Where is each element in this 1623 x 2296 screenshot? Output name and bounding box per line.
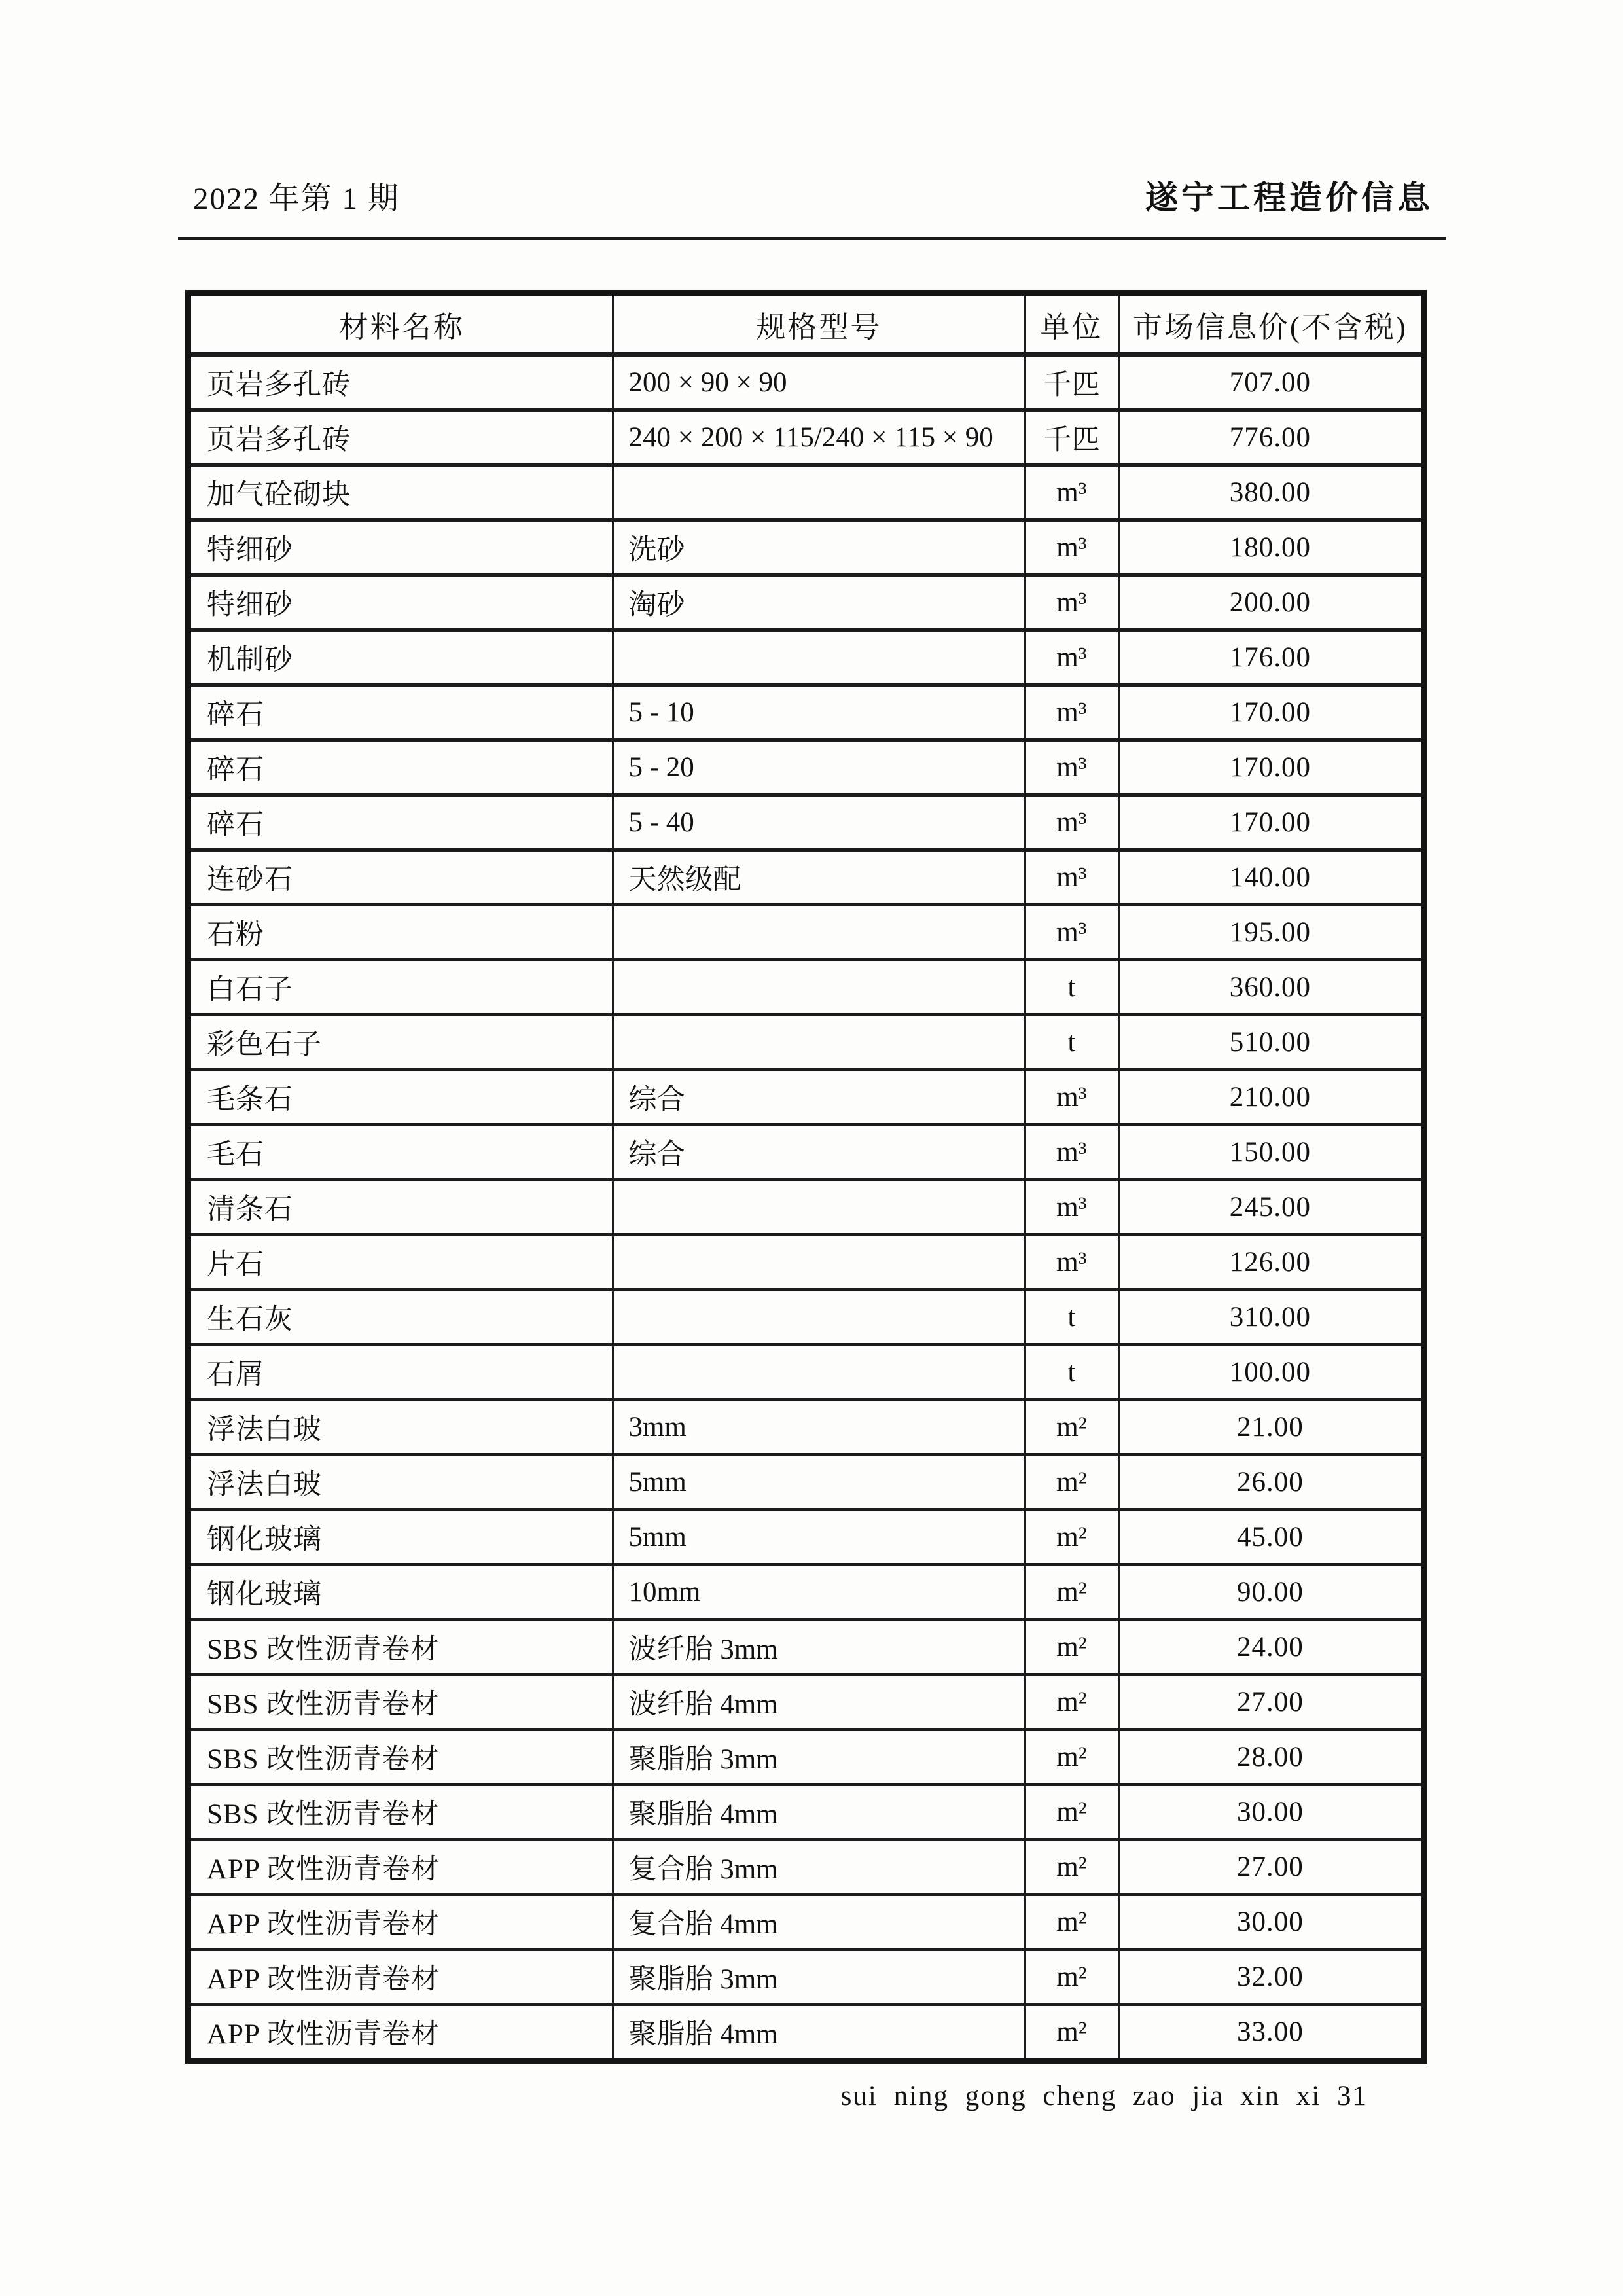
unit-cell: m² — [1025, 1565, 1118, 1620]
table-row — [188, 1400, 1424, 1455]
table-row — [188, 905, 1424, 960]
specification-cell — [613, 960, 1025, 1015]
unit-cell: m³ — [1025, 465, 1118, 520]
material-name-cell: 钢化玻璃 — [188, 1565, 613, 1620]
column-header-specification: 规格型号 — [613, 293, 1025, 355]
material-name-cell: SBS 改性沥青卷材 — [188, 1675, 613, 1730]
issue-label: 2022 年第 1 期 — [193, 182, 400, 216]
price-cell: 310.00 — [1118, 1290, 1423, 1345]
specification-cell: 复合胎 4mm — [613, 1895, 1025, 1950]
table-row — [188, 1235, 1424, 1290]
price-cell: 24.00 — [1118, 1620, 1423, 1675]
unit-cell: m² — [1025, 1785, 1118, 1840]
unit-cell: m³ — [1025, 1235, 1118, 1290]
table-row — [188, 850, 1424, 905]
price-cell: 21.00 — [1118, 1400, 1423, 1455]
specification-cell: 200 × 90 × 90 — [613, 355, 1025, 410]
unit-cell: t — [1025, 1345, 1118, 1400]
unit-cell: m³ — [1025, 1180, 1118, 1235]
unit-cell: m³ — [1025, 740, 1118, 795]
material-name-cell: 浮法白玻 — [188, 1400, 613, 1455]
material-name-cell: APP 改性沥青卷材 — [188, 1840, 613, 1895]
material-name-cell: 毛条石 — [188, 1070, 613, 1125]
material-name-cell: 碎石 — [188, 740, 613, 795]
specification-cell — [613, 1180, 1025, 1235]
table-row — [188, 1620, 1424, 1675]
price-cell: 170.00 — [1118, 740, 1423, 795]
specification-cell — [613, 905, 1025, 960]
price-cell: 245.00 — [1118, 1180, 1423, 1235]
unit-cell: m² — [1025, 2005, 1118, 2061]
price-cell: 27.00 — [1118, 1675, 1423, 1730]
price-cell: 26.00 — [1118, 1455, 1423, 1510]
table-row — [188, 960, 1424, 1015]
price-cell: 30.00 — [1118, 1785, 1423, 1840]
table-row — [188, 1070, 1424, 1125]
material-name-cell: 片石 — [188, 1235, 613, 1290]
unit-cell: m² — [1025, 1675, 1118, 1730]
specification-cell: 淘砂 — [613, 575, 1025, 630]
unit-cell: m² — [1025, 1455, 1118, 1510]
unit-cell: m³ — [1025, 850, 1118, 905]
unit-cell: m³ — [1025, 520, 1118, 575]
material-name-cell: 特细砂 — [188, 520, 613, 575]
table-row — [188, 465, 1424, 520]
unit-cell: m³ — [1025, 685, 1118, 740]
unit-cell: t — [1025, 1290, 1118, 1345]
price-cell: 170.00 — [1118, 685, 1423, 740]
price-cell: 28.00 — [1118, 1730, 1423, 1785]
specification-cell: 复合胎 3mm — [613, 1840, 1025, 1895]
material-name-cell: 碎石 — [188, 685, 613, 740]
specification-cell: 聚脂胎 3mm — [613, 1730, 1025, 1785]
price-cell: 510.00 — [1118, 1015, 1423, 1070]
column-header-unit: 单位 — [1025, 293, 1118, 355]
price-cell: 180.00 — [1118, 520, 1423, 575]
material-name-cell: 生石灰 — [188, 1290, 613, 1345]
unit-cell: m³ — [1025, 575, 1118, 630]
specification-cell — [613, 1345, 1025, 1400]
unit-cell: m² — [1025, 1510, 1118, 1565]
specification-cell: 聚脂胎 4mm — [613, 2005, 1025, 2061]
material-name-cell: 页岩多孔砖 — [188, 410, 613, 465]
price-cell: 210.00 — [1118, 1070, 1423, 1125]
price-cell: 707.00 — [1118, 355, 1423, 410]
material-name-cell: 加气砼砌块 — [188, 465, 613, 520]
unit-cell: m³ — [1025, 795, 1118, 850]
material-price-table — [185, 290, 1427, 2064]
column-header-market-price: 市场信息价(不含税) — [1118, 293, 1423, 355]
unit-cell: m² — [1025, 1950, 1118, 2005]
unit-cell: m² — [1025, 1620, 1118, 1675]
table-row — [188, 1675, 1424, 1730]
material-name-cell: 特细砂 — [188, 575, 613, 630]
table-row — [188, 2005, 1424, 2061]
header-rule — [178, 237, 1446, 240]
unit-cell: m³ — [1025, 630, 1118, 685]
table-row — [188, 1455, 1424, 1510]
material-name-cell: SBS 改性沥青卷材 — [188, 1620, 613, 1675]
table-row — [188, 1565, 1424, 1620]
price-cell: 100.00 — [1118, 1345, 1423, 1400]
material-name-cell: 白石子 — [188, 960, 613, 1015]
material-name-cell: APP 改性沥青卷材 — [188, 1950, 613, 2005]
price-cell: 195.00 — [1118, 905, 1423, 960]
table-header-row — [188, 293, 1424, 355]
unit-cell: m² — [1025, 1840, 1118, 1895]
specification-cell — [613, 1015, 1025, 1070]
specification-cell: 聚脂胎 3mm — [613, 1950, 1025, 2005]
material-name-cell: APP 改性沥青卷材 — [188, 2005, 613, 2061]
unit-cell: t — [1025, 960, 1118, 1015]
table-row — [188, 1510, 1424, 1565]
table-row — [188, 355, 1424, 410]
price-cell: 200.00 — [1118, 575, 1423, 630]
material-name-cell: 钢化玻璃 — [188, 1510, 613, 1565]
unit-cell: m³ — [1025, 1125, 1118, 1180]
table-row — [188, 520, 1424, 575]
table-row — [188, 1290, 1424, 1345]
price-cell: 176.00 — [1118, 630, 1423, 685]
page-header — [193, 171, 1433, 219]
material-name-cell: 页岩多孔砖 — [188, 355, 613, 410]
table-row — [188, 795, 1424, 850]
price-cell: 30.00 — [1118, 1895, 1423, 1950]
price-cell: 45.00 — [1118, 1510, 1423, 1565]
price-cell: 33.00 — [1118, 2005, 1423, 2061]
material-name-cell: APP 改性沥青卷材 — [188, 1895, 613, 1950]
price-cell: 360.00 — [1118, 960, 1423, 1015]
unit-cell: m³ — [1025, 905, 1118, 960]
price-cell: 380.00 — [1118, 465, 1423, 520]
table-row — [188, 1895, 1424, 1950]
specification-cell: 240 × 200 × 115/240 × 115 × 90 — [613, 410, 1025, 465]
specification-cell: 5 - 20 — [613, 740, 1025, 795]
material-name-cell: 机制砂 — [188, 630, 613, 685]
specification-cell — [613, 1235, 1025, 1290]
price-cell: 32.00 — [1118, 1950, 1423, 2005]
specification-cell: 波纤胎 3mm — [613, 1620, 1025, 1675]
specification-cell: 波纤胎 4mm — [613, 1675, 1025, 1730]
material-name-cell: 连砂石 — [188, 850, 613, 905]
specification-cell: 5 - 10 — [613, 685, 1025, 740]
material-name-cell: 毛石 — [188, 1125, 613, 1180]
price-cell: 140.00 — [1118, 850, 1423, 905]
unit-cell: t — [1025, 1015, 1118, 1070]
material-name-cell: SBS 改性沥青卷材 — [188, 1730, 613, 1785]
specification-cell: 5mm — [613, 1510, 1025, 1565]
unit-cell: m² — [1025, 1400, 1118, 1455]
table-row — [188, 1180, 1424, 1235]
specification-cell: 聚脂胎 4mm — [613, 1785, 1025, 1840]
price-cell: 27.00 — [1118, 1840, 1423, 1895]
table-row — [188, 575, 1424, 630]
unit-cell: m² — [1025, 1730, 1118, 1785]
specification-cell: 综合 — [613, 1070, 1025, 1125]
material-name-cell: 石屑 — [188, 1345, 613, 1400]
specification-cell — [613, 630, 1025, 685]
material-price-table-container — [185, 290, 1427, 2064]
unit-cell: m² — [1025, 1895, 1118, 1950]
specification-cell: 10mm — [613, 1565, 1025, 1620]
unit-cell: 千匹 — [1025, 355, 1118, 410]
price-cell: 776.00 — [1118, 410, 1423, 465]
table-row — [188, 1125, 1424, 1180]
material-name-cell: 彩色石子 — [188, 1015, 613, 1070]
material-name-cell: SBS 改性沥青卷材 — [188, 1785, 613, 1840]
page-footer: sui ning gong cheng zao jia xin xi 31 — [840, 2081, 1368, 2111]
price-cell: 170.00 — [1118, 795, 1423, 850]
material-name-cell: 石粉 — [188, 905, 613, 960]
table-row — [188, 1345, 1424, 1400]
specification-cell — [613, 1290, 1025, 1345]
price-table-body — [188, 355, 1424, 2061]
journal-title: 遂宁工程造价信息 — [1145, 179, 1433, 216]
price-cell: 126.00 — [1118, 1235, 1423, 1290]
material-name-cell: 浮法白玻 — [188, 1455, 613, 1510]
table-row — [188, 1015, 1424, 1070]
specification-cell: 综合 — [613, 1125, 1025, 1180]
specification-cell: 3mm — [613, 1400, 1025, 1455]
specification-cell: 5 - 40 — [613, 795, 1025, 850]
column-header-material-name: 材料名称 — [188, 293, 613, 355]
unit-cell: 千匹 — [1025, 410, 1118, 465]
table-row — [188, 630, 1424, 685]
material-name-cell: 清条石 — [188, 1180, 613, 1235]
table-row — [188, 410, 1424, 465]
unit-cell: m³ — [1025, 1070, 1118, 1125]
table-row — [188, 1840, 1424, 1895]
table-row — [188, 685, 1424, 740]
specification-cell: 5mm — [613, 1455, 1025, 1510]
table-row — [188, 1730, 1424, 1785]
specification-cell: 洗砂 — [613, 520, 1025, 575]
material-name-cell: 碎石 — [188, 795, 613, 850]
table-row — [188, 1950, 1424, 2005]
price-cell: 90.00 — [1118, 1565, 1423, 1620]
specification-cell — [613, 465, 1025, 520]
table-row — [188, 740, 1424, 795]
price-cell: 150.00 — [1118, 1125, 1423, 1180]
table-row — [188, 1785, 1424, 1840]
specification-cell: 天然级配 — [613, 850, 1025, 905]
